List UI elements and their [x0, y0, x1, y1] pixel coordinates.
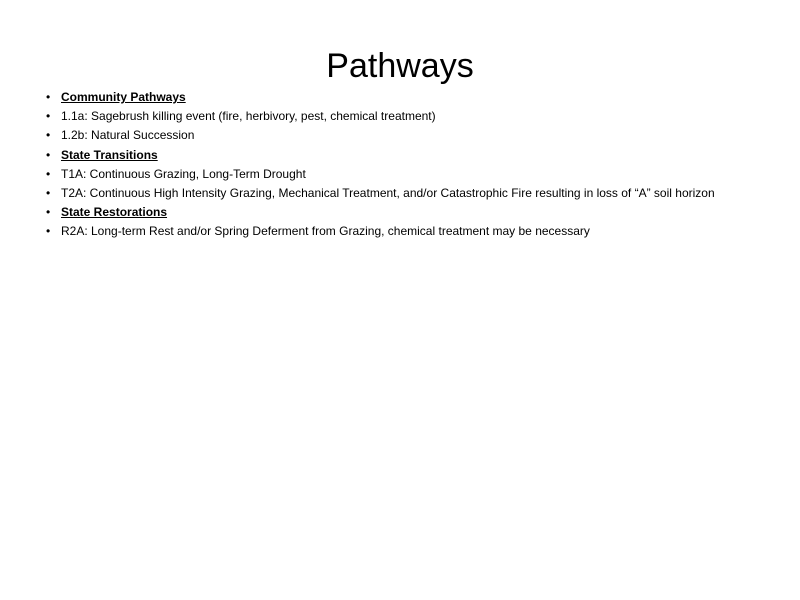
bullet-icon: •	[46, 128, 51, 143]
bullet-icon: •	[46, 109, 51, 124]
bullet-text: 1.2b: Natural Succession	[61, 128, 195, 143]
section-heading-state-restorations	[46, 203, 766, 222]
bullet-icon: •	[46, 90, 51, 104]
bullet-text: Community Pathways	[61, 90, 186, 104]
bullet-list	[46, 88, 766, 242]
bullet-text: T1A: Continuous Grazing, Long-Term Drought	[61, 166, 306, 181]
bullet-text: T2A: Continuous High Intensity Grazing, Mechanical Treatment, and/or Catastrophic Fire resulting in loss of “A” soil horizon	[61, 185, 715, 200]
section-heading-state-transitions	[46, 146, 766, 165]
bullet-icon: •	[46, 147, 51, 162]
slide-title: Pathways	[326, 47, 474, 85]
bullet-item-1-1a	[46, 107, 766, 126]
bullet-item-t1a	[46, 165, 766, 184]
bullet-icon: •	[46, 205, 51, 220]
section-heading-community-pathways	[46, 88, 766, 107]
bullet-item-1-2b	[46, 126, 766, 145]
bullet-text: State Restorations	[61, 205, 168, 220]
bullet-item-t2a	[46, 184, 766, 203]
bullet-item-r2a	[46, 222, 766, 241]
bullet-icon: •	[46, 224, 51, 239]
bullet-text: R2A: Long-term Rest and/or Spring Deferment from Grazing, chemical treatment may be necessary	[61, 224, 590, 239]
bullet-text: State Transitions	[61, 147, 158, 162]
bullet-icon: •	[46, 185, 51, 200]
bullet-icon: •	[46, 166, 51, 181]
bullet-text: 1.1a: Sagebrush killing event (fire, herbivory, pest, chemical treatment)	[61, 109, 436, 124]
